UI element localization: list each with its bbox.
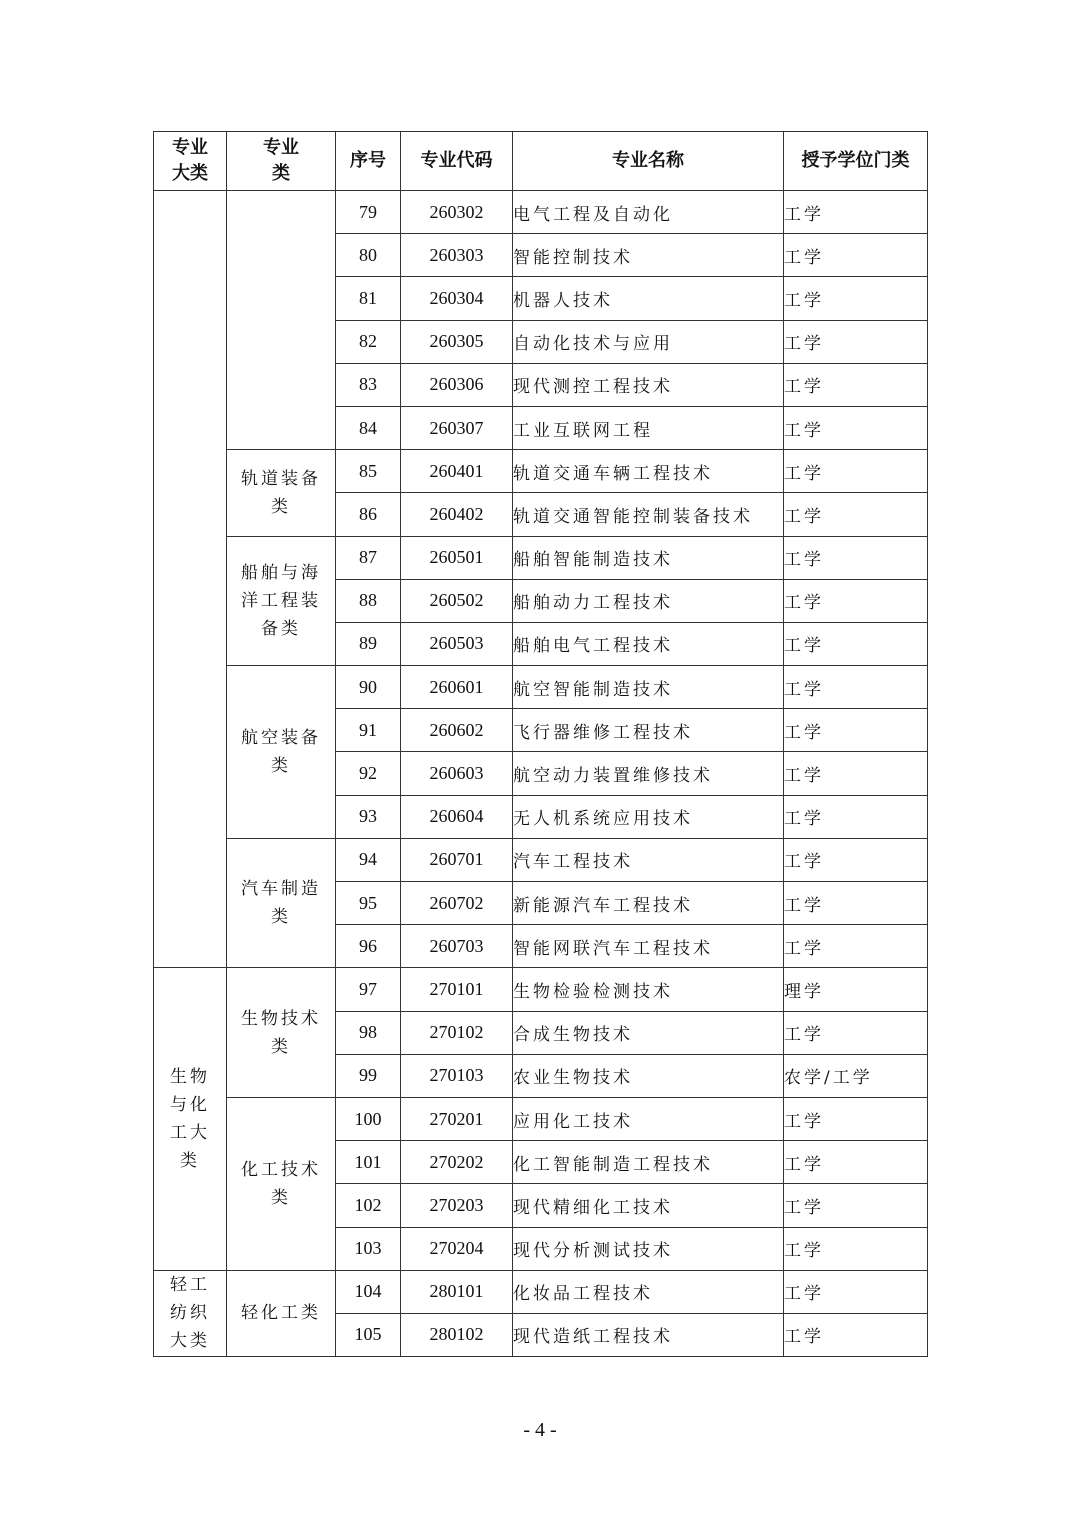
row-degree: 工学 bbox=[784, 1011, 928, 1054]
row-code: 270202 bbox=[401, 1141, 513, 1184]
row-degree: 工学 bbox=[784, 666, 928, 709]
row-code: 270203 bbox=[401, 1184, 513, 1227]
row-seq: 103 bbox=[336, 1227, 401, 1270]
row-degree: 工学 bbox=[784, 579, 928, 622]
row-code: 260702 bbox=[401, 882, 513, 925]
row-name: 化工智能制造工程技术 bbox=[513, 1141, 784, 1184]
major-class-label: 船舶与海洋工程装备类 bbox=[241, 562, 321, 639]
major-class-label: 生物技术类 bbox=[241, 1008, 321, 1057]
row-name: 电气工程及自动化 bbox=[513, 191, 784, 234]
row-code: 260302 bbox=[401, 191, 513, 234]
row-degree: 工学 bbox=[784, 536, 928, 579]
row-seq: 104 bbox=[336, 1270, 401, 1313]
row-degree: 工学 bbox=[784, 1184, 928, 1227]
row-name: 农业生物技术 bbox=[513, 1054, 784, 1097]
row-code: 260303 bbox=[401, 234, 513, 277]
row-degree: 工学 bbox=[784, 709, 928, 752]
row-degree: 工学 bbox=[784, 1141, 928, 1184]
row-seq: 79 bbox=[336, 191, 401, 234]
row-seq: 97 bbox=[336, 968, 401, 1011]
row-seq: 86 bbox=[336, 493, 401, 536]
header-name: 专业名称 bbox=[513, 132, 784, 191]
row-degree: 工学 bbox=[784, 752, 928, 795]
row-name: 智能控制技术 bbox=[513, 234, 784, 277]
table-row bbox=[154, 536, 928, 579]
major-class-label: 汽车制造类 bbox=[241, 879, 321, 928]
row-degree: 工学 bbox=[784, 795, 928, 838]
header-code: 专业代码 bbox=[401, 132, 513, 191]
row-degree: 农学/工学 bbox=[784, 1054, 928, 1097]
row-degree: 工学 bbox=[784, 1097, 928, 1140]
row-code: 270103 bbox=[401, 1054, 513, 1097]
category-cell bbox=[154, 1270, 227, 1356]
row-degree: 工学 bbox=[784, 1227, 928, 1270]
row-name: 飞行器维修工程技术 bbox=[513, 709, 784, 752]
row-code: 280101 bbox=[401, 1270, 513, 1313]
row-seq: 102 bbox=[336, 1184, 401, 1227]
major-class-cell bbox=[227, 968, 336, 1098]
major-class-cell bbox=[227, 450, 336, 536]
row-degree: 工学 bbox=[784, 622, 928, 665]
row-code: 260305 bbox=[401, 320, 513, 363]
row-seq: 82 bbox=[336, 320, 401, 363]
row-name: 现代分析测试技术 bbox=[513, 1227, 784, 1270]
row-name: 轨道交通车辆工程技术 bbox=[513, 450, 784, 493]
row-code: 260306 bbox=[401, 363, 513, 406]
row-degree: 工学 bbox=[784, 363, 928, 406]
row-name: 汽车工程技术 bbox=[513, 838, 784, 881]
majors-table bbox=[153, 131, 928, 1357]
major-class-cell bbox=[227, 838, 336, 968]
major-class-cell bbox=[227, 666, 336, 839]
row-seq: 101 bbox=[336, 1141, 401, 1184]
row-name: 合成生物技术 bbox=[513, 1011, 784, 1054]
row-name: 应用化工技术 bbox=[513, 1097, 784, 1140]
row-seq: 87 bbox=[336, 536, 401, 579]
row-seq: 83 bbox=[336, 363, 401, 406]
row-seq: 93 bbox=[336, 795, 401, 838]
row-code: 270201 bbox=[401, 1097, 513, 1140]
table-row bbox=[154, 666, 928, 709]
row-name: 船舶动力工程技术 bbox=[513, 579, 784, 622]
row-name: 无人机系统应用技术 bbox=[513, 795, 784, 838]
row-degree: 工学 bbox=[784, 1313, 928, 1356]
row-code: 270102 bbox=[401, 1011, 513, 1054]
row-degree: 工学 bbox=[784, 191, 928, 234]
row-code: 260501 bbox=[401, 536, 513, 579]
row-name: 化妆品工程技术 bbox=[513, 1270, 784, 1313]
row-degree: 工学 bbox=[784, 882, 928, 925]
row-seq: 91 bbox=[336, 709, 401, 752]
row-code: 270101 bbox=[401, 968, 513, 1011]
row-seq: 100 bbox=[336, 1097, 401, 1140]
major-class-label: 航空装备类 bbox=[241, 727, 321, 776]
row-seq: 95 bbox=[336, 882, 401, 925]
row-seq: 85 bbox=[336, 450, 401, 493]
row-degree: 工学 bbox=[784, 1270, 928, 1313]
row-name: 自动化技术与应用 bbox=[513, 320, 784, 363]
row-degree: 理学 bbox=[784, 968, 928, 1011]
major-class-cell bbox=[227, 1270, 336, 1356]
header-seq: 序号 bbox=[336, 132, 401, 191]
major-class-label: 轻化工类 bbox=[241, 1303, 321, 1324]
major-class-cell bbox=[227, 536, 336, 666]
row-seq: 88 bbox=[336, 579, 401, 622]
major-class-label: 化工技术类 bbox=[241, 1159, 321, 1208]
table-row bbox=[154, 450, 928, 493]
row-code: 260703 bbox=[401, 925, 513, 968]
row-code: 260402 bbox=[401, 493, 513, 536]
row-code: 260503 bbox=[401, 622, 513, 665]
table-row bbox=[154, 838, 928, 881]
row-seq: 94 bbox=[336, 838, 401, 881]
row-seq: 80 bbox=[336, 234, 401, 277]
row-name: 生物检验检测技术 bbox=[513, 968, 784, 1011]
row-seq: 89 bbox=[336, 622, 401, 665]
row-code: 270204 bbox=[401, 1227, 513, 1270]
row-code: 260701 bbox=[401, 838, 513, 881]
row-code: 260502 bbox=[401, 579, 513, 622]
row-seq: 105 bbox=[336, 1313, 401, 1356]
row-degree: 工学 bbox=[784, 493, 928, 536]
row-name: 现代精细化工技术 bbox=[513, 1184, 784, 1227]
table-header-row bbox=[154, 132, 928, 191]
row-seq: 92 bbox=[336, 752, 401, 795]
major-class-cell bbox=[227, 191, 336, 450]
category-cell bbox=[154, 191, 227, 968]
row-code: 280102 bbox=[401, 1313, 513, 1356]
header-degree: 授予学位门类 bbox=[784, 132, 928, 191]
category-cell bbox=[154, 968, 227, 1270]
row-name: 机器人技术 bbox=[513, 277, 784, 320]
row-name: 船舶智能制造技术 bbox=[513, 536, 784, 579]
row-code: 260604 bbox=[401, 795, 513, 838]
row-seq: 98 bbox=[336, 1011, 401, 1054]
row-code: 260603 bbox=[401, 752, 513, 795]
row-code: 260304 bbox=[401, 277, 513, 320]
row-seq: 84 bbox=[336, 406, 401, 449]
row-name: 工业互联网工程 bbox=[513, 406, 784, 449]
row-degree: 工学 bbox=[784, 234, 928, 277]
table-row bbox=[154, 1097, 928, 1140]
table-row bbox=[154, 968, 928, 1011]
row-code: 260401 bbox=[401, 450, 513, 493]
page-number: - 4 - bbox=[523, 1419, 557, 1441]
category-label: 生物与化工大类 bbox=[170, 1067, 210, 1172]
row-seq: 90 bbox=[336, 666, 401, 709]
row-name: 航空智能制造技术 bbox=[513, 666, 784, 709]
row-code: 260601 bbox=[401, 666, 513, 709]
row-seq: 99 bbox=[336, 1054, 401, 1097]
major-class-label: 轨道装备类 bbox=[241, 468, 321, 517]
row-degree: 工学 bbox=[784, 320, 928, 363]
row-name: 现代测控工程技术 bbox=[513, 363, 784, 406]
row-degree: 工学 bbox=[784, 838, 928, 881]
row-seq: 96 bbox=[336, 925, 401, 968]
row-name: 现代造纸工程技术 bbox=[513, 1313, 784, 1356]
table-row bbox=[154, 1270, 928, 1313]
row-degree: 工学 bbox=[784, 925, 928, 968]
row-degree: 工学 bbox=[784, 406, 928, 449]
major-class-cell bbox=[227, 1097, 336, 1270]
row-code: 260307 bbox=[401, 406, 513, 449]
row-name: 智能网联汽车工程技术 bbox=[513, 925, 784, 968]
row-name: 船舶电气工程技术 bbox=[513, 622, 784, 665]
header-major-class: 专业类 bbox=[227, 132, 336, 191]
row-name: 航空动力装置维修技术 bbox=[513, 752, 784, 795]
category-label: 轻工纺织大类 bbox=[170, 1275, 210, 1352]
row-name: 新能源汽车工程技术 bbox=[513, 882, 784, 925]
row-name: 轨道交通智能控制装备技术 bbox=[513, 493, 784, 536]
table-row bbox=[154, 191, 928, 234]
row-code: 260602 bbox=[401, 709, 513, 752]
row-degree: 工学 bbox=[784, 277, 928, 320]
row-seq: 81 bbox=[336, 277, 401, 320]
row-degree: 工学 bbox=[784, 450, 928, 493]
header-category: 专业大类 bbox=[154, 132, 227, 191]
